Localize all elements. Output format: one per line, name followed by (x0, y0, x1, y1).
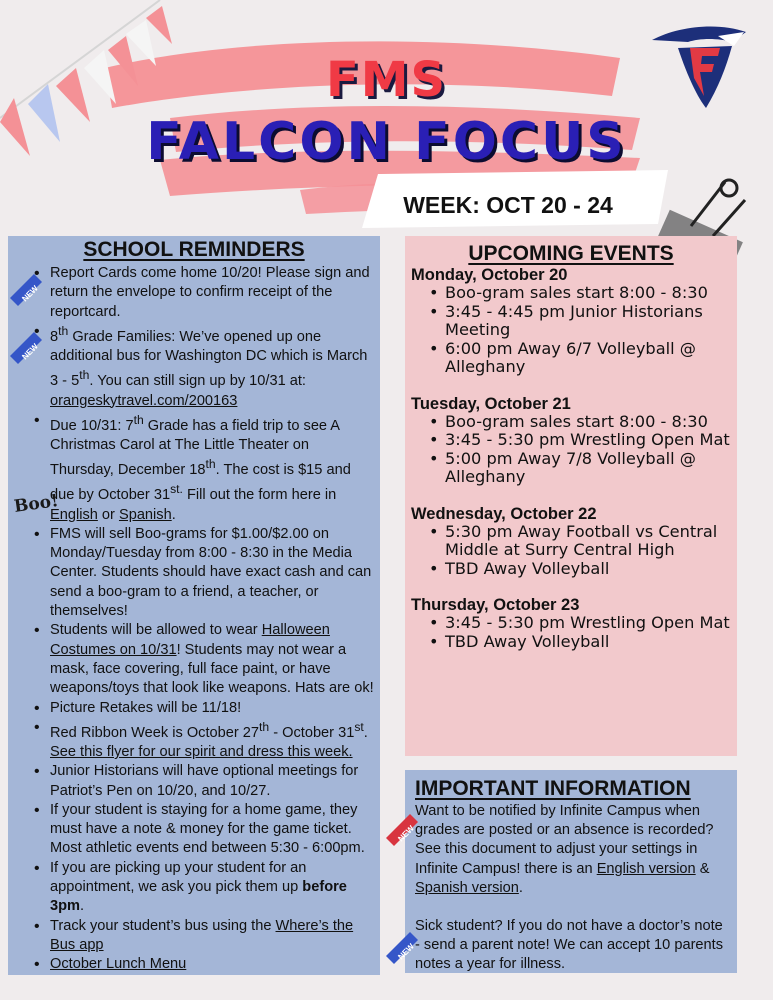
title-fms: FMS (325, 52, 448, 108)
event-item: • TBD Away Volleyball (423, 633, 733, 652)
reminder-pickup: • If you are picking up your student for an appointment, we ask you pick them up before 3pm. (33, 859, 374, 917)
event-day-title: Wednesday, October 22 (411, 504, 597, 523)
event-day (405, 266, 737, 377)
new-ribbon-icon (384, 926, 420, 966)
week-label: WEEK: OCT 20 - 24 (403, 191, 613, 218)
event-day (405, 596, 737, 651)
reminder-dc-bus: • 8th Grade Families: We’ve opened up one additional bus for Washington DC which is March 3 - 5th. You can still sign up by 10/31 at: orangeskytravel.com/200163 (33, 322, 374, 411)
event-item: • TBD Away Volleyball (423, 560, 733, 579)
info-sick-student: Sick student? If you do not have a doctor’s note - send a parent note! We can accept 10 parents notes a year for illness. (415, 918, 724, 973)
event-item: • Boo-gram sales start 8:00 - 8:30 (423, 413, 733, 432)
svg-text:NEW: NEW (20, 283, 40, 304)
events-heading: UPCOMING EVENTS (468, 242, 674, 265)
reminder-junior-historians: • Junior Historians will have optional meetings for Patriot’s Pen on 10/20, and 10/27. (33, 762, 374, 801)
costumes-link[interactable]: Halloween Costumes on 10/31 (50, 622, 330, 658)
svg-text:NEW: NEW (396, 823, 416, 844)
event-list (411, 413, 733, 487)
reminder-field-trip: • Due 10/31: 7th Grade has a field trip to see A Christmas Carol at The Little Theater on Thursday, December 18th. The cost is $15 and due by October $31^{st.}$ Fill out the form here in English or Spanish. (33, 411, 374, 525)
event-item: • 3:45 - 5:30 pm Wrestling Open Mat (423, 431, 733, 450)
new-ribbon-icon (8, 326, 44, 366)
event-day (405, 395, 737, 487)
event-day-title: Tuesday, October 21 (411, 394, 571, 413)
reminder-bus-tracking: • Track your student’s bus using the Where’s the Bus app (33, 917, 374, 956)
reminders-list (8, 262, 380, 975)
reminder-boo-grams: • FMS will sell Boo-grams for $1.00/$2.00 on Monday/Tuesday from 8:00 - 8:30 in the Media Center. Students should have exact cash and can send a boo-gram to a friend, a teacher, or themselves! (33, 525, 374, 621)
events-days (405, 266, 737, 651)
info-infinite-campus: Want to be notified by Infinite Campus when grades are posted or an absence is recorded? See this document to adjust your settings in Infinite Campus! there is an English version & Spanish version. (415, 803, 714, 896)
travel-link[interactable]: orangeskytravel.com/200163 (50, 392, 238, 409)
important-information-panel (405, 770, 737, 973)
event-list (411, 614, 733, 651)
event-item: • 3:45 - 4:45 pm Junior Historians Meeting (423, 303, 733, 340)
form-spanish-link[interactable]: Spanish (118, 506, 172, 523)
event-day-title: Thursday, October 23 (411, 596, 580, 614)
reminder-home-game: • If your student is staying for a home game, they must have a note & money for the game ticket. Most athletic events end between 5:30 - 6:00pm. (33, 801, 374, 859)
english-version-link[interactable]: English version (596, 860, 696, 877)
event-item: • 3:45 - 5:30 pm Wrestling Open Mat (423, 614, 733, 633)
svg-text:NEW: NEW (20, 341, 40, 362)
wheres-the-bus-link[interactable]: Where’s the Bus app (50, 917, 354, 953)
info-heading: IMPORTANT INFORMATION (415, 777, 691, 800)
event-list (411, 284, 733, 377)
event-item: • 5:30 pm Away Football vs Central Middle at Surry Central High (423, 523, 733, 560)
event-day-title: Monday, October 20 (411, 266, 568, 284)
event-item: • Boo-gram sales start 8:00 - 8:30 (423, 284, 733, 303)
reminder-red-ribbon: • Red Ribbon Week is October 27th - October 31st. See this flyer for our spirit and dress this week. (33, 718, 374, 762)
lunch-menu-link[interactable]: October Lunch Menu (50, 956, 187, 973)
svg-text:NEW: NEW (396, 941, 416, 962)
school-reminders-panel (8, 236, 380, 975)
reminders-heading: SCHOOL REMINDERS (83, 238, 305, 261)
event-list (411, 523, 733, 579)
boo-icon: Boo! (12, 490, 60, 518)
reminder-lunch-menu (33, 955, 374, 974)
upcoming-events-panel (405, 236, 737, 756)
info-body (405, 802, 737, 975)
event-day (405, 505, 737, 579)
newsletter-title: FALCON FOCUS (146, 112, 627, 172)
reminder-report-cards: • Report Cards come home 10/20! Please sign and return the envelope to confirm receipt of the reportcard. (33, 264, 374, 322)
new-ribbon-icon (8, 268, 44, 308)
event-item: • 6:00 pm Away 6/7 Volleyball @ Alleghany (423, 340, 733, 377)
event-item: • 5:00 pm Away 7/8 Volleyball @ Alleghany (423, 450, 733, 487)
form-english-link[interactable]: English (50, 506, 98, 523)
reminder-picture-retakes: • Picture Retakes will be 11/18! (33, 699, 374, 718)
new-ribbon-icon (384, 808, 420, 848)
reminder-costumes: • Students will be allowed to wear Halloween Costumes on 10/31! Students may not wear a mask, face covering, full face paint, or have weapons/toys that look like weapons. Hats are ok! (33, 621, 374, 698)
spanish-version-link[interactable]: Spanish version (415, 879, 519, 896)
spirit-flyer-link[interactable]: See this flyer for our spirit and dress this week. (50, 743, 353, 760)
